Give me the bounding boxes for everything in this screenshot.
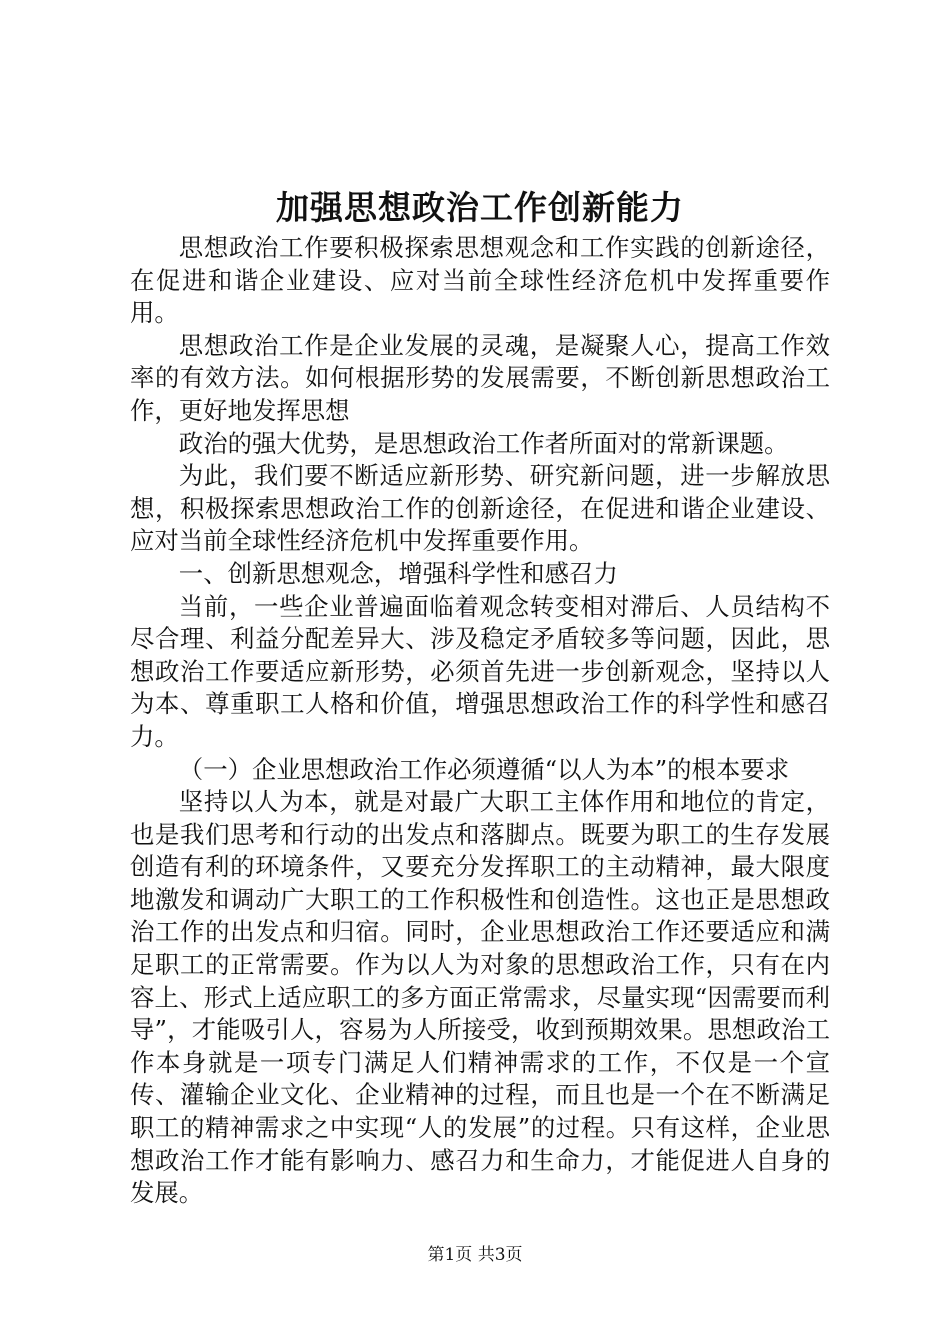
paragraph: 思想政治工作是企业发展的灵魂，是凝聚人心，提高工作效率的有效方法。如何根据形势的发展需要，不断创新思想政治工作，更好地发挥思想 [130,330,830,425]
page-number-footer: 第1页 共3页 [427,1245,523,1265]
document-title: 加强思想政治工作创新能力 [276,188,684,227]
document-body [130,232,830,1210]
paragraph: 当前，一些企业普遍面临着观念转变相对滞后、人员结构不尽合理、利益分配差异大、涉及稳定矛盾较多等问题，因此，思想政治工作要适应新形势，必须首先进一步创新观念，坚持以人为本、尊重职工人格和价值，增强思想政治工作的科学性和感召力。 [130,591,830,751]
paragraph: 政治的强大优势，是思想政治工作者所面对的常新课题。 [178,428,789,458]
paragraph: 思想政治工作要积极探索思想观念和工作实践的创新途径，在促进和谐企业建设、应对当前全球性经济危机中发挥重要作用。 [130,233,830,328]
paragraph: 坚持以人为本，就是对最广大职工主体作用和地位的肯定，也是我们思考和行动的出发点和落脚点。既要为职工的生存发展创造有利的环境条件，又要充分发挥职工的主动精神，最大限度地激发和调动广大职工的工作积极性和创造性。这也正是思想政治工作的出发点和归宿。同时，企业思想政治工作还要适应和满足职工的正常需要。作为以人为对象的思想政治工作，只有在内容上、形式上适应职工的多方面正常需求，尽量实现“因需要而利导”，才能吸引人，容易为人所接受，收到预期效果。思想政治工作本身就是一项专门满足人们精神需求的工作，不仅是一个宣传、灌输企业文化、企业精神的过程，而且也是一个在不断满足职工的精神需求之中实现“人的发展”的过程。只有这样，企业思想政治工作才能有影响力、感召力和生命力，才能促进人自身的发展。 [130,787,830,1208]
paragraph: 为此，我们要不断适应新形势、研究新问题，进一步解放思想，积极探索思想政治工作的创新途径，在促进和谐企业建设、应对当前全球性经济危机中发挥重要作用。 [130,461,830,556]
subsection-heading: （一）企业思想政治工作必须遵循“以人为本”的根本要求 [178,754,790,784]
section-heading: 一、创新思想观念，增强科学性和感召力 [178,558,618,588]
